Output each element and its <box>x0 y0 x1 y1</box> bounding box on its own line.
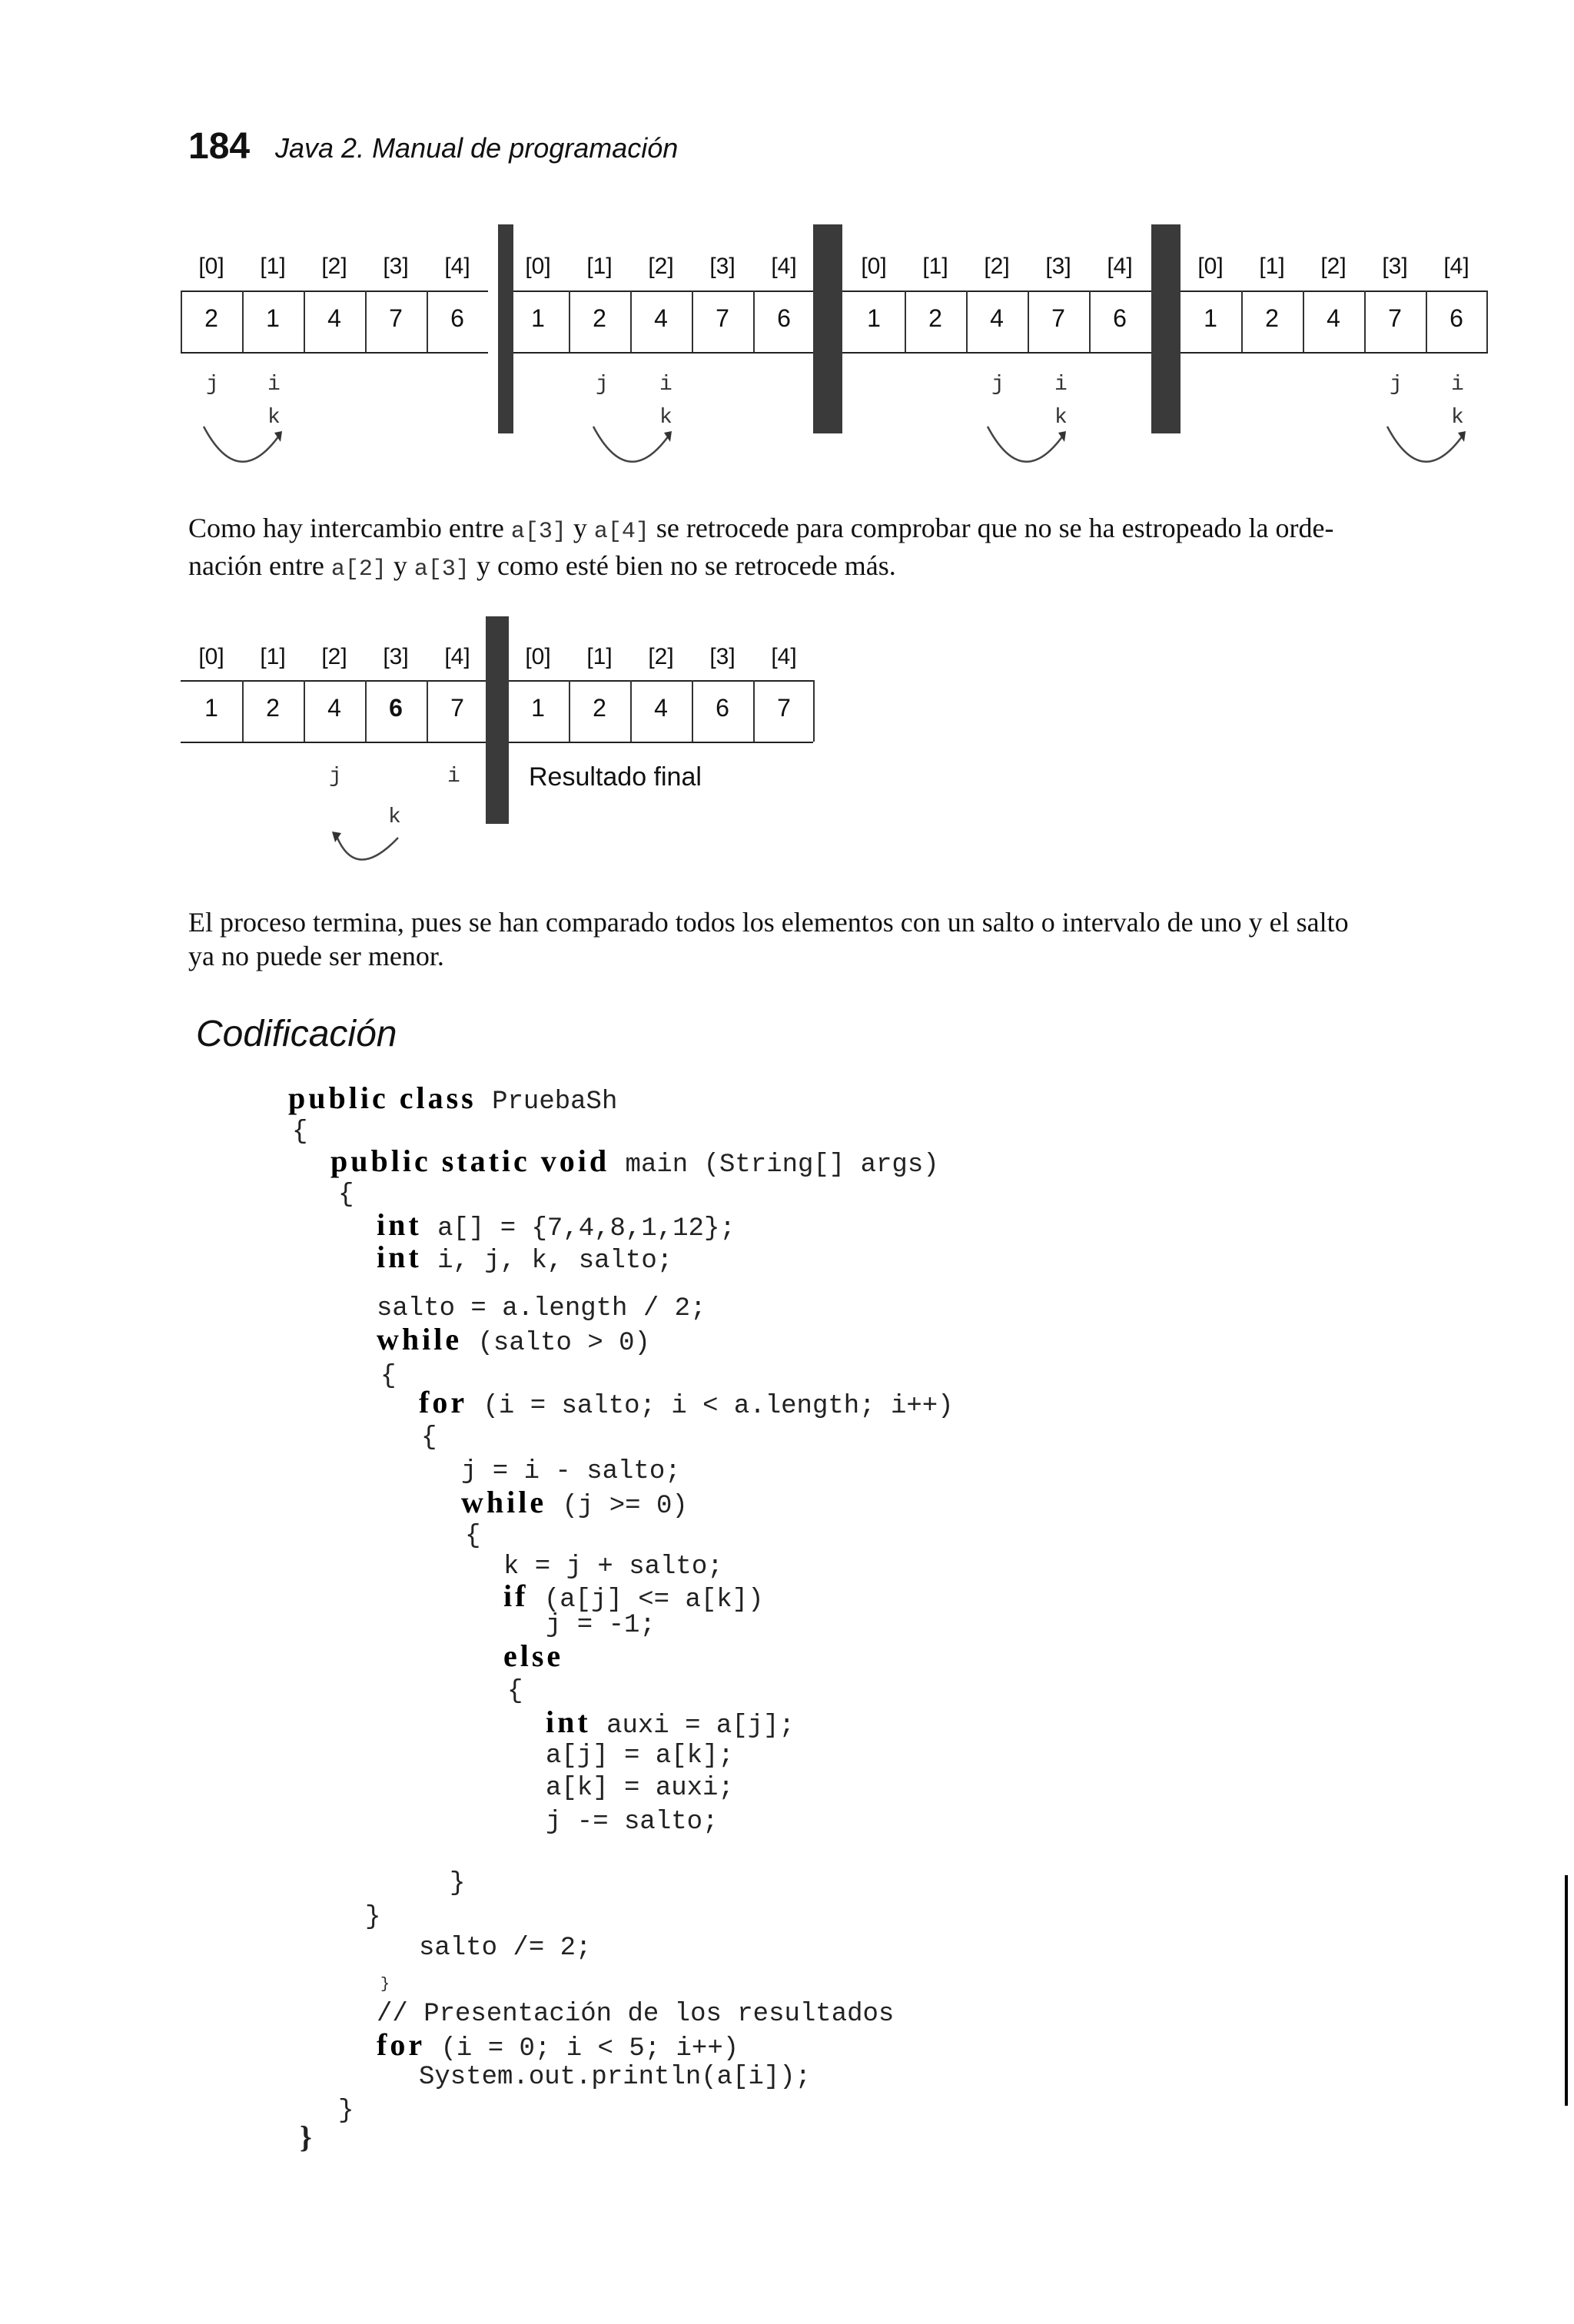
code-line: // Presentación de los resultados <box>377 2000 895 2029</box>
index-label: [3] <box>709 644 736 669</box>
swap-arrow-icon <box>980 419 1080 476</box>
array-cell: 2 <box>593 304 606 332</box>
pointer-k: k <box>388 805 401 829</box>
array-cell: 1 <box>867 304 881 332</box>
array-cell: 6 <box>1449 304 1463 332</box>
index-label: [1] <box>922 254 948 279</box>
index-label: [0] <box>198 644 224 669</box>
index-label: [0] <box>861 254 887 279</box>
index-label: [1] <box>586 254 613 279</box>
index-label: [3] <box>383 644 409 669</box>
code-line: { <box>292 1117 308 1147</box>
section-heading: Codificación <box>196 1014 397 1054</box>
index-label: [2] <box>984 254 1010 279</box>
array-cell: 6 <box>777 304 791 332</box>
pointer-j: j <box>206 373 219 397</box>
array-cell: 4 <box>654 304 668 332</box>
array-cell: 4 <box>1327 304 1340 332</box>
pointer-j: j <box>1390 373 1403 397</box>
index-label: [1] <box>260 254 286 279</box>
code-line: } <box>380 1976 390 1994</box>
pointer-i: i <box>447 765 460 788</box>
code-line: while (salto > 0) <box>377 1322 650 1358</box>
code-line: } <box>450 1869 466 1898</box>
index-label: [2] <box>648 644 674 669</box>
index-label: [2] <box>321 254 347 279</box>
array-cell: 4 <box>327 694 341 722</box>
array-cell: 1 <box>266 304 280 332</box>
pointer-k: k <box>1451 406 1464 430</box>
separator-bar <box>486 616 509 824</box>
pointer-k: k <box>1054 406 1068 430</box>
index-label: [0] <box>1197 254 1224 279</box>
array-cell: 7 <box>1388 304 1402 332</box>
code-line: int a[] = {7,4,8,1,12}; <box>377 1207 736 1243</box>
code-line: public static void main (String[] args) <box>330 1144 939 1180</box>
index-label: [3] <box>709 254 736 279</box>
swap-arrow-icon <box>196 419 296 476</box>
paragraph-conclusion <box>188 905 1510 973</box>
code-line: j -= salto; <box>546 1808 719 1837</box>
result-label: Resultado final <box>529 762 702 792</box>
array-cell: 7 <box>389 304 403 332</box>
array-cell: 4 <box>990 304 1004 332</box>
array-cell: 1 <box>531 694 545 722</box>
array-cell: 7 <box>450 694 464 722</box>
margin-rule <box>1565 1875 1568 2106</box>
code-line: } <box>300 2120 312 2154</box>
index-label: [3] <box>1382 254 1408 279</box>
code-line: j = i - salto; <box>461 1457 681 1486</box>
code-line: else <box>503 1638 564 1673</box>
code-line: while (j >= 0) <box>461 1485 688 1521</box>
index-label: [1] <box>260 644 286 669</box>
array-cell: 6 <box>389 694 403 722</box>
index-label: [0] <box>525 254 551 279</box>
array-cell: 6 <box>450 304 464 332</box>
code-line: k = j + salto; <box>503 1552 723 1582</box>
pointer-i: i <box>1054 373 1068 397</box>
pointer-k: k <box>659 406 672 430</box>
index-label: [0] <box>525 644 551 669</box>
code-line: { <box>421 1423 437 1452</box>
index-label: [3] <box>383 254 409 279</box>
code-line: for (i = 0; i < 5; i++) <box>377 2027 739 2063</box>
array-cell: 6 <box>716 694 729 722</box>
array-cell: 7 <box>777 694 791 722</box>
pointer-i: i <box>267 373 281 397</box>
index-label: [2] <box>321 644 347 669</box>
pointer-j: j <box>991 373 1005 397</box>
array-cell: 2 <box>928 304 942 332</box>
index-label: [3] <box>1045 254 1071 279</box>
code-line: System.out.println(a[i]); <box>419 2063 812 2092</box>
index-label: [4] <box>1443 254 1469 279</box>
code-line: } <box>338 2097 354 2126</box>
code-line: int i, j, k, salto; <box>377 1240 673 1276</box>
array-cell: 1 <box>1204 304 1217 332</box>
array-cell: 2 <box>266 694 280 722</box>
code-line: for (i = salto; i < a.length; i++) <box>419 1385 954 1421</box>
pointer-i: i <box>1451 373 1464 397</box>
code-line: { <box>465 1522 481 1551</box>
pointer-k: k <box>267 406 281 430</box>
index-label: [4] <box>1107 254 1133 279</box>
paragraph-line: El proceso termina, pues se han comparado todos los elementos con un salto o intervalo de uno y el salto <box>188 907 1349 938</box>
code-line: public class PruebaSh <box>288 1081 618 1117</box>
index-label: [1] <box>586 644 613 669</box>
code-line: { <box>507 1677 523 1706</box>
code-line: salto = a.length / 2; <box>377 1294 706 1323</box>
pointer-j: j <box>329 765 342 788</box>
code-line: } <box>365 1903 381 1932</box>
index-label: [2] <box>1320 254 1347 279</box>
pointer-i: i <box>659 373 672 397</box>
paragraph-explanation <box>188 511 1495 586</box>
paragraph-line: Como hay intercambio entre a[3] y a[4] se retrocede para comprobar que no se ha estropeado la orde- <box>188 513 1334 545</box>
code-line: a[j] = a[k]; <box>546 1741 734 1771</box>
array-cell: 4 <box>654 694 668 722</box>
index-label: [0] <box>198 254 224 279</box>
code-line: { <box>380 1362 397 1391</box>
index-label: [4] <box>771 644 797 669</box>
code-line: j = -1; <box>546 1611 656 1640</box>
swap-arrow-icon <box>321 822 421 880</box>
running-title: Java 2. Manual de programación <box>275 132 679 164</box>
index-label: [4] <box>771 254 797 279</box>
separator-bar <box>813 224 842 433</box>
array-cell: 6 <box>1113 304 1127 332</box>
separator-bar <box>1151 224 1180 433</box>
code-line: salto /= 2; <box>419 1934 592 1963</box>
paragraph-line: ya no puede ser menor. <box>188 941 444 971</box>
index-label: [1] <box>1259 254 1285 279</box>
array-cell: 2 <box>1265 304 1279 332</box>
paragraph-line: nación entre a[2] y a[3] y como esté bien no se retrocede más. <box>188 550 896 583</box>
page-number: 184 <box>188 126 251 167</box>
swap-arrow-icon <box>1380 419 1479 476</box>
array-cell: 4 <box>327 304 341 332</box>
swap-arrow-icon <box>586 419 686 476</box>
pointer-j: j <box>596 373 609 397</box>
array-cell: 7 <box>716 304 729 332</box>
array-cell: 1 <box>531 304 545 332</box>
array-cell: 2 <box>204 304 218 332</box>
code-line: int auxi = a[j]; <box>546 1705 795 1741</box>
index-label: [2] <box>648 254 674 279</box>
index-label: [4] <box>444 254 470 279</box>
array-cell: 1 <box>204 694 218 722</box>
code-line: if (a[j] <= a[k]) <box>503 1579 764 1615</box>
code-line: a[k] = auxi; <box>546 1774 734 1803</box>
array-cell: 2 <box>593 694 606 722</box>
array-cell: 7 <box>1051 304 1065 332</box>
code-line: { <box>338 1180 354 1210</box>
index-label: [4] <box>444 644 470 669</box>
